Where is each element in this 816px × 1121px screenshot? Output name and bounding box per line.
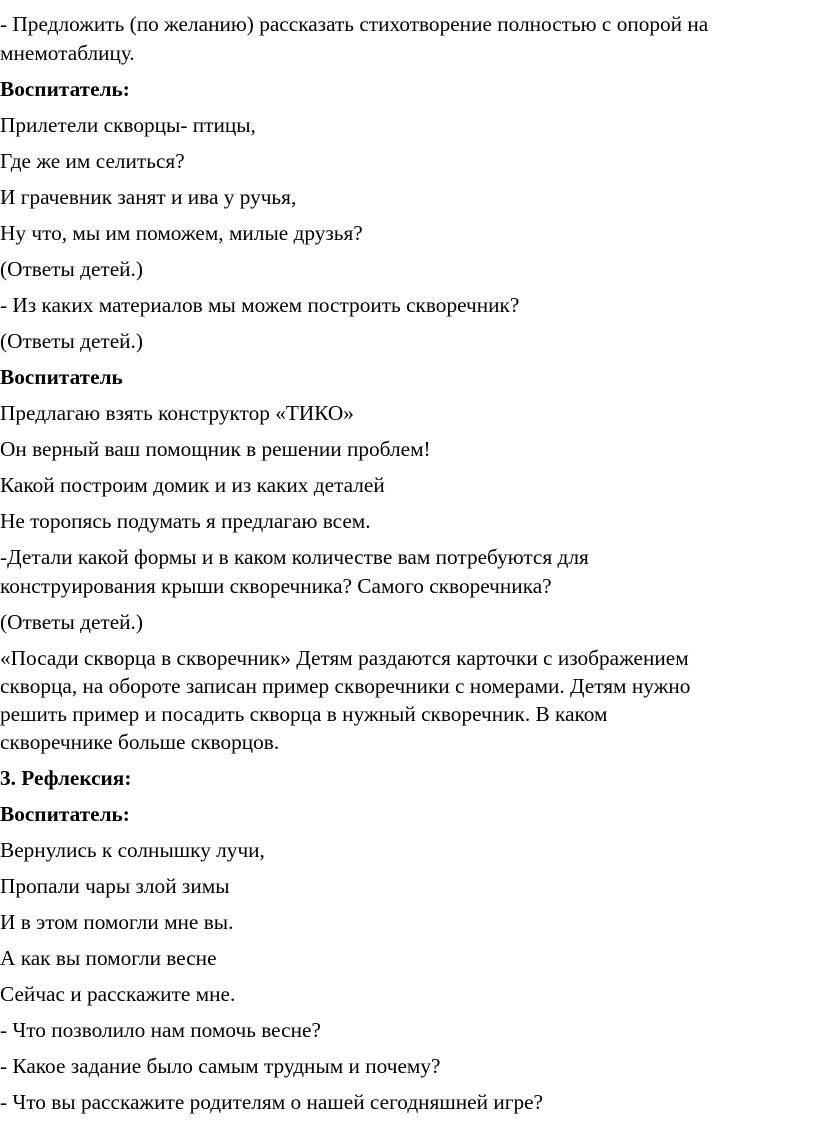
question-line: - Что позволило нам помочь весне? [0, 1018, 321, 1042]
game-description-line: решить пример и посадить скворца в нужный скворечник. В каком [0, 702, 608, 726]
game-description-line: скворечнике больше скворцов. [0, 730, 280, 754]
heading-teacher: Воспитатель: [0, 802, 130, 826]
game-description-line: «Посади скворца в скворечник» Детям раздаются карточки с изображением [0, 646, 689, 670]
children-answers: (Ответы детей.) [0, 329, 143, 353]
poem-line: И грачевник занят и ива у ручья, [0, 185, 297, 209]
question-line: - Какое задание было самым трудным и почему? [0, 1054, 441, 1078]
question-line: -Детали какой формы и в каком количестве вам потребуются для [0, 545, 589, 569]
poem-line: Прилетели скворцы- птицы, [0, 113, 256, 137]
poem-line: Сейчас и расскажите мне. [0, 982, 236, 1006]
poem-line: Не торопясь подумать я предлагаю всем. [0, 509, 371, 533]
text-line-intro-2: мнемотаблицу. [0, 41, 135, 65]
poem-line: Какой построим домик и из каких деталей [0, 473, 385, 497]
poem-line: Ну что, мы им поможем, милые друзья? [0, 221, 363, 245]
poem-line: Где же им селиться? [0, 149, 185, 173]
poem-line: Предлагаю взять конструктор «ТИКО» [0, 401, 354, 425]
game-description-line: скворца, на обороте записан пример скворечники с номерами. Детям нужно [0, 674, 691, 698]
poem-line: Пропали чары злой зимы [0, 874, 230, 898]
heading-teacher: Воспитатель: [0, 77, 130, 101]
heading-teacher: Воспитатель [0, 365, 123, 389]
question-line: - Из каких материалов мы можем построить скворечник? [0, 293, 520, 317]
poem-line: И в этом помогли мне вы. [0, 910, 234, 934]
poem-line: Он верный ваш помощник в решении проблем! [0, 437, 431, 461]
poem-line: А как вы помогли весне [0, 946, 217, 970]
question-line: - Что вы расскажите родителям о нашей сегодняшней игре? [0, 1090, 544, 1114]
children-answers: (Ответы детей.) [0, 610, 143, 634]
heading-reflection: 3. Рефлексия: [0, 766, 132, 790]
question-line: конструирования крыши скворечника? Самого скворечника? [0, 574, 552, 598]
children-answers: (Ответы детей.) [0, 257, 143, 281]
text-line-intro-1: - Предложить (по желанию) рассказать стихотворение полностью с опорой на [0, 12, 709, 36]
poem-line: Вернулись к солнышку лучи, [0, 838, 265, 862]
